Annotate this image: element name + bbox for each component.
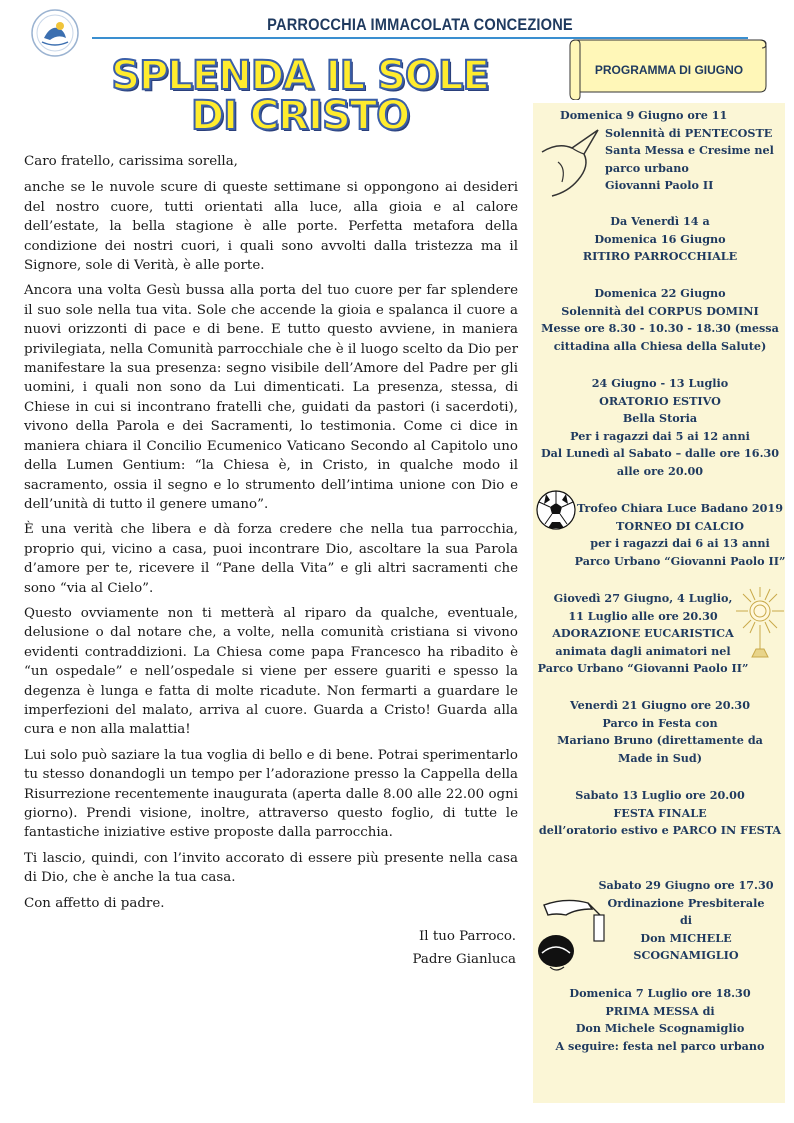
event-line: Mariano Bruno (direttamente da xyxy=(557,733,763,747)
event-ordination xyxy=(586,877,786,965)
parish-logo-icon xyxy=(30,8,80,58)
event-line: per i ragazzi dai 6 ai 13 anni xyxy=(590,536,770,550)
soccer-ball-icon xyxy=(536,490,576,530)
big-title xyxy=(95,53,505,139)
event-line: Messe ore 8.30 - 10.30 - 18.30 (messa xyxy=(541,321,779,335)
letter-closing: Con affetto di padre. xyxy=(24,895,165,911)
event-line: Giovedì 27 Giugno, 4 Luglio, xyxy=(553,591,733,605)
event-line: ORATORIO ESTIVO xyxy=(599,393,721,408)
event-line: RITIRO PARROCCHIALE xyxy=(582,249,738,263)
event-line: dell’oratorio estivo e PARCO IN FESTA xyxy=(538,823,782,837)
event-line: Parco Urbano “Giovanni Paolo II” xyxy=(537,661,749,675)
letter-paragraph: Lui solo può saziare la tua voglia di bello e di bene. Potrai sperimentarlo tu stesso donandogli un tempo per l’adorazione presso la Cappella della Risurrezione recentemente inaugurata (aperta dalle 8.00 alle 22.00 ogni giorno). Prendi visione, inoltre, attraverso questo foglio, di tutte le fantastiche iniziative estive proposte dalla parrocchia. xyxy=(24,747,518,841)
event-parish-retreat xyxy=(536,213,784,266)
event-line: Sabato 29 Giugno ore 17.30 xyxy=(598,878,774,892)
event-line: cittadina alla Chiesa della Salute) xyxy=(553,338,767,353)
event-line: alle ore 20.00 xyxy=(616,463,704,478)
event-line: Giovanni Paolo II xyxy=(605,178,714,192)
event-line: Don MICHELE xyxy=(640,930,732,945)
event-line: 11 Luglio alle ore 20.30 xyxy=(568,608,718,623)
event-pentecost xyxy=(560,107,776,195)
event-football-tournament xyxy=(574,500,786,570)
event-line: PRIMA MESSA di xyxy=(605,1003,715,1018)
event-line: Da Venerdì 14 a xyxy=(610,214,710,228)
event-line: Parco in Festa con xyxy=(602,715,718,730)
letter-paragraph: Ti lascio, quindi, con l’invito accorato di essere più presente nella casa di Dio, che è anche la tua casa. xyxy=(24,850,518,886)
event-line: Per i ragazzi dai 5 ai 12 anni xyxy=(570,428,750,443)
event-line: animata dagli animatori nel xyxy=(555,643,731,658)
event-line: Sabato 13 Luglio ore 20.00 xyxy=(575,788,745,802)
letter-paragraph: È una verità che libera e dà forza credere che nella tua parrocchia, proprio qui, vicino a casa, puoi incontrare Dio, ascoltare la sua Parola d’amore per te, ricevere il “Pane della Vita” e gli altri sacramenti che sono “via al Cielo”. xyxy=(24,522,518,596)
big-title-line2: DI CRISTO xyxy=(190,93,410,139)
event-first-mass xyxy=(536,985,784,1055)
letter-paragraph: Ancora una volta Gesù bussa alla porta del tuo cuore per far splendere il suo sole nella tua vita. Sole che accende la gioia e spalanca il cuore a nuovi orizzonti di pace e di bene. E tutto questo avviene, in maniera privilegiata, nella Comunità parrocchiale che è il luogo scelto da Dio per manifestare la sua presenza: segno visibile dell’Amore del Padre per gli uomini, i quali non sono da Lui dimenticati. La presenza, stessa, di Chiese in cui si incontrano fratelli che, guidati da pastori (i sacerdoti), vivono della Parola e dei Sacramenti, lo testimonia. Come ci dice in maniera chiara il Concilio Ecumenico Vaticano Secondo al Capitolo uno della Lumen Gentium: “la Chiesa è, in Cristo, in qualche modo il sacramento, ossia il segno e lo strumento dell’intima unione con Dio e dell’unità di tutto il genere umano”. xyxy=(24,283,518,512)
event-final-party xyxy=(536,787,784,840)
event-line: Venerdì 21 Giugno ore 20.30 xyxy=(570,698,750,712)
letter-salutation: Caro fratello, carissima sorella, xyxy=(24,154,238,169)
event-line: Solennità di PENTECOSTE xyxy=(605,125,773,140)
event-line: Don Michele Scognamiglio xyxy=(575,1021,745,1035)
program-title: PROGRAMMA DI GIUGNO xyxy=(594,63,744,77)
signature-title: Il tuo Parroco. xyxy=(419,929,516,945)
event-line: Bella Storia xyxy=(622,411,698,425)
event-line: Solennità del CORPUS DOMINI xyxy=(561,303,759,318)
signature-name: Padre Gianluca xyxy=(412,952,516,968)
big-title-line1: SPLENDA IL SOLE xyxy=(111,53,489,99)
event-line: SCOGNAMIGLIO xyxy=(633,948,739,962)
event-line: Trofeo Chiara Luce Badano 2019 xyxy=(577,501,783,515)
letter-paragraph: anche se le nuvole scure di queste settimane si oppongono ai desideri del nostro cuore, tutti orientati alla luce, alla gioia e al calore dell’estate, la bella stagione è alle porte. Perfetta metafora della condizione dei nostri cuori, i quali sono avvolti dalla tristezza ma il Signore, sole di Verità, è alle porte. xyxy=(24,180,518,274)
event-line: Ordinazione Presbiterale xyxy=(607,895,765,910)
event-line: Domenica 7 Luglio ore 18.30 xyxy=(569,986,751,1000)
event-summer-oratory xyxy=(536,375,784,480)
event-line: A seguire: festa nel parco urbano xyxy=(555,1038,765,1053)
pastor-letter xyxy=(24,152,518,974)
event-line: Made in Sud) xyxy=(617,750,703,765)
event-line: ADORAZIONE EUCARISTICA xyxy=(552,626,734,640)
event-line: TORNEO DI CALCIO xyxy=(616,518,744,533)
event-line: Domenica 16 Giugno xyxy=(594,231,726,246)
event-line: Parco Urbano “Giovanni Paolo II” xyxy=(574,553,786,568)
event-line: FESTA FINALE xyxy=(613,805,707,820)
event-line: di xyxy=(679,913,693,927)
letter-paragraph: Questo ovviamente non ti metterà al riparo da qualche, eventuale, delusione o dal notare che, a volte, nella comunità cristiana si vivono evidenti contraddizioni. La Chiesa come papa Francesco ha ribadito è “un ospedale” e nell’ospedale si viene per essere guariti e spesso la degenza è lunga e fatta di molte ricadute. Non fermarti a guardare le imperfezioni del malato, arriva al cuore. Guarda a Cristo! Guarda alla cura e non alla malattia! xyxy=(24,605,518,738)
event-line: parco urbano xyxy=(605,160,689,175)
event-line: Domenica 9 Giugno ore 11 xyxy=(560,108,728,122)
event-line: 24 Giugno - 13 Luglio xyxy=(591,376,729,390)
event-eucharistic-adoration xyxy=(534,590,752,678)
event-corpus-domini xyxy=(536,285,784,355)
event-line: Domenica 22 Giugno xyxy=(594,286,726,300)
event-park-festival xyxy=(536,697,784,767)
event-line: Dal Lunedì al Sabato – dalle ore 16.30 xyxy=(540,446,780,460)
event-line: Santa Messa e Cresime nel xyxy=(605,143,774,157)
header-title: PARROCCHIA IMMACOLATA CONCEZIONE xyxy=(267,15,573,34)
